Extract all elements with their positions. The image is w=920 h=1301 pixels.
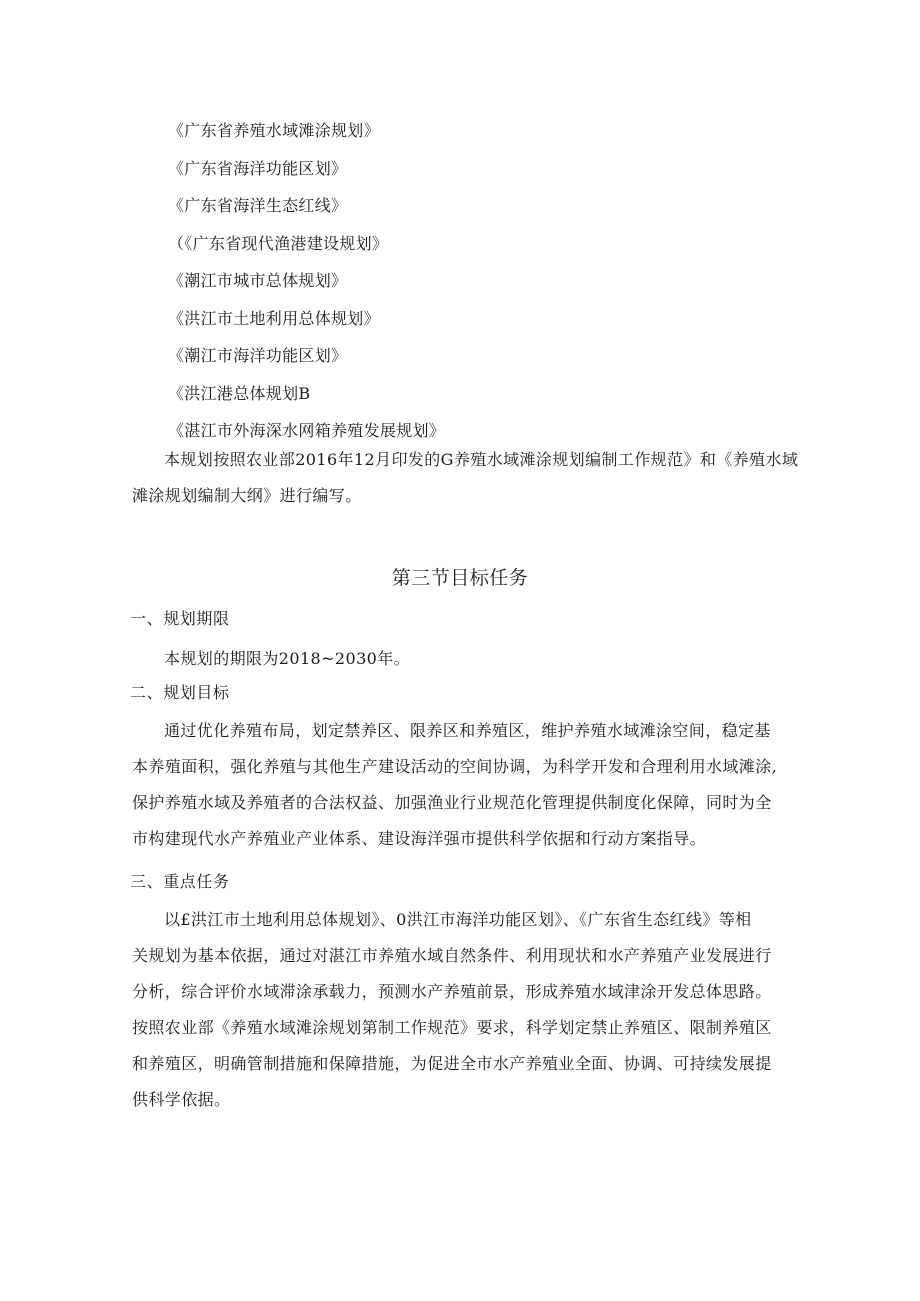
reference-item: 《洪江港总体规划B	[168, 383, 311, 403]
paragraph-line: 分析，综合评价水域滞涂承载力，预测水产养殖前景，形成养殖水域津涂开发总体思路。	[132, 982, 772, 1001]
reference-item: 《广东省海洋功能区划》	[168, 158, 348, 178]
reference-item: 《洪江市土地利用总体规划》	[168, 308, 380, 328]
paragraph-line: 按照农业部《养殖水域滩涂规划第制工作规范》要求，科学划定禁止养殖区、限制养殖区	[132, 1018, 772, 1037]
paragraph-line: 供科学依据。	[132, 1090, 231, 1109]
plan-period-paragraph	[132, 641, 804, 677]
heading-plan-period: 一、规划期限	[130, 609, 230, 628]
paragraph-line: 和养殖区，明确管制措施和保障措施，为促进全市水产养殖业全面、协调、可持续发展提	[132, 1054, 772, 1073]
basis-paragraph	[132, 442, 804, 514]
reference-item: 《潮江市城市总体规划》	[168, 271, 348, 290]
paragraph-line: 本规划的期限为2018~2030年。	[164, 649, 411, 668]
reference-item: 《湛江市外海深水网箱养殖发展规划》	[168, 421, 446, 440]
reference-item: 《广东省养殖水域滩涂规划》	[168, 121, 380, 140]
reference-item: 《广东省海洋生态红线》	[168, 196, 348, 215]
paragraph-line: 保护养殖水域及养殖者的合法权益、加强渔业行业规范化管理提供制度化保障，同时为全	[132, 793, 772, 812]
paragraph-line: 本养殖面积，强化养殖与其他生产建设活动的空间协调，为科学开发和合理利用水域滩涂,	[132, 757, 778, 776]
paragraph-line: 滩涂规划编制大纲》进行编写。	[132, 486, 362, 505]
paragraph-line: 关规划为基本依据，通过对湛江市养殖水域自然条件、利用现状和水产养殖产业发展进行	[132, 946, 772, 965]
paragraph-line: 通过优化养殖布局，划定禁养区、限养区和养殖区，维护养殖水域滩涂空间，稳定基	[164, 721, 771, 740]
reference-item: （《广东省现代渔港建设规划》	[168, 233, 389, 253]
paragraph-line: 市构建现代水产养殖业产业体系、建设海洋强市提供科学依据和行动方案指导。	[132, 829, 707, 848]
key-tasks-paragraph	[132, 902, 804, 1118]
reference-item: 《潮江市海洋功能区划》	[168, 346, 348, 365]
plan-goals-paragraph	[132, 713, 804, 857]
reference-list	[168, 112, 445, 450]
heading-key-tasks: 三、重点任务	[130, 872, 230, 891]
section-title: 第三节目标任务	[391, 567, 529, 589]
heading-plan-goals: 二、规划目标	[130, 683, 230, 702]
paragraph-line: 本规划按照农业部2016年12月印发的G养殖水域滩涂规划编制工作规范》和《养殖水域	[164, 450, 799, 469]
paragraph-line: 以£洪江市土地利用总体规划》、0洪江市海洋功能区划》、《广东省生态红线》等相	[164, 910, 752, 929]
